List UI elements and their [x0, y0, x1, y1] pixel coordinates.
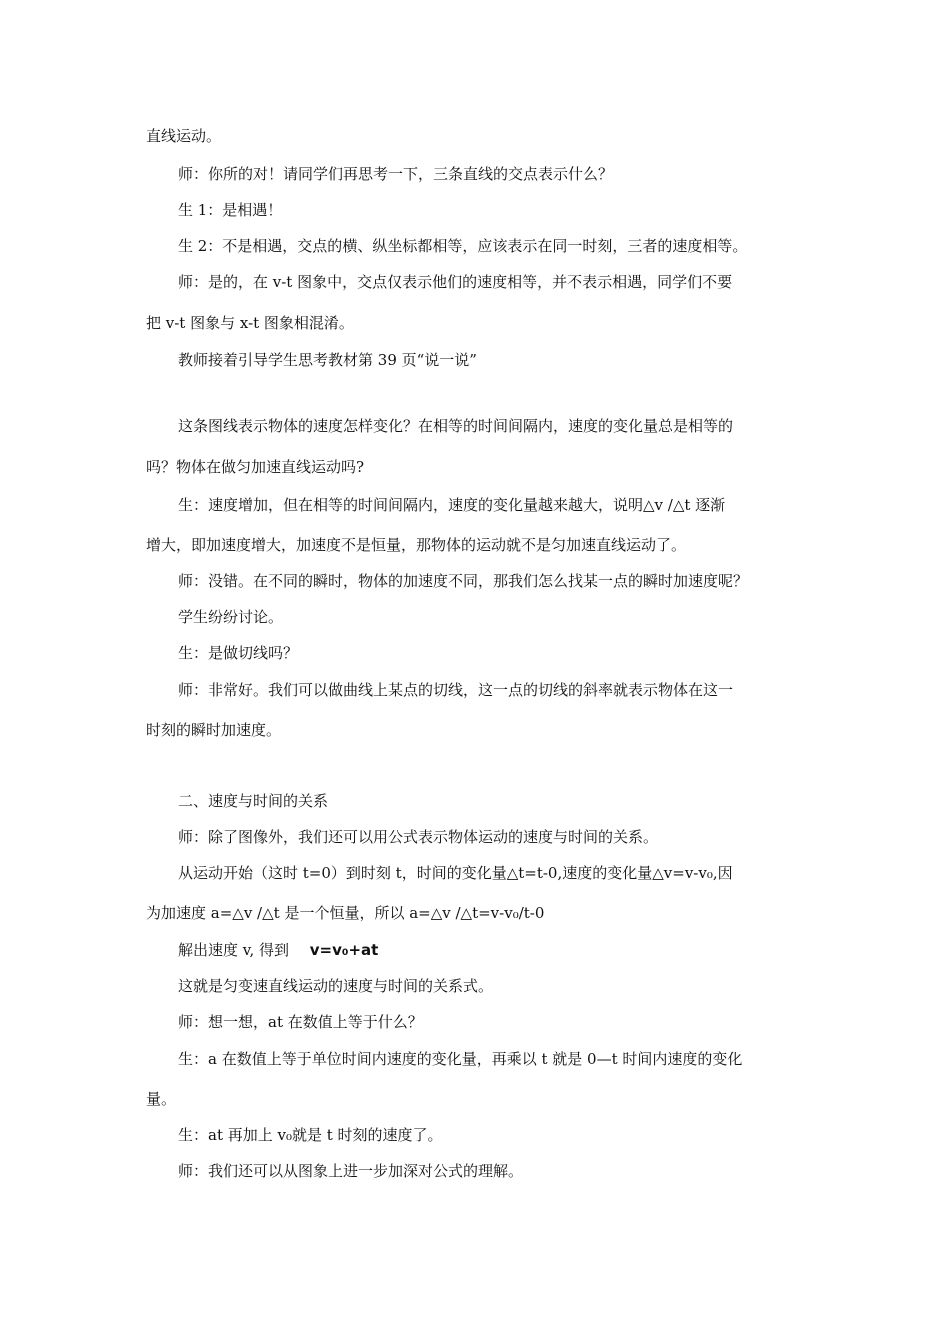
text-line: 师：非常好。我们可以做曲线上某点的切线，这一点的切线的斜率就表示物体在这一 — [178, 681, 734, 699]
text-line: 师：是的，在 v-t 图象中，交点仅表示他们的速度相等，并不表示相遇，同学们不要 — [178, 273, 733, 291]
text-line: 时刻的瞬时加速度。 — [146, 721, 282, 739]
text-line: 师：我们还可以从图象上进一步加深对公式的理解。 — [178, 1162, 524, 1180]
text-line: 直线运动。 — [146, 127, 222, 145]
text-line: 这条图线表示物体的速度怎样变化？在相等的时间间隔内，速度的变化量总是相等的 — [178, 417, 734, 435]
text-line: 这就是匀变速直线运动的速度与时间的关系式。 — [178, 977, 494, 995]
text-line: 生 1：是相遇！ — [178, 201, 283, 219]
text-line: 师：想一想，at 在数值上等于什么？ — [178, 1013, 423, 1031]
text-line: 量。 — [146, 1090, 177, 1108]
text-line: 生：at 再加上 v₀就是 t 时刻的速度了。 — [178, 1126, 443, 1144]
text-line: 生：速度增加，但在相等的时间间隔内，速度的变化量越来越大，说明△v /△t 逐渐 — [178, 496, 726, 514]
text-line: 生 2：不是相遇，交点的横、纵坐标都相等，应该表示在同一时刻，三者的速度相等。 — [178, 237, 748, 255]
text-line: 师：你所的对！请同学们再思考一下，三条直线的交点表示什么？ — [178, 165, 614, 183]
text-line: 为加速度 a=△v /△t 是一个恒量，所以 a=△v /△t=v-v₀/t-0 — [146, 904, 545, 922]
text-line: 从运动开始（这时 t=0）到时刻 t，时间的变化量△t=t-0,速度的变化量△v=v-v₀,因 — [178, 864, 733, 882]
text-line: 教师接着引导学生思考教材第 39 页“说一说” — [178, 351, 477, 369]
text-line: 师：除了图像外，我们还可以用公式表示物体运动的速度与时间的关系。 — [178, 828, 659, 846]
text-line: 生：是做切线吗？ — [178, 644, 299, 662]
formula: v=v₀+at — [309, 941, 379, 959]
text-line: 师：没错。在不同的瞬时，物体的加速度不同，那我们怎么找某一点的瞬时加速度呢？ — [178, 572, 749, 590]
text-line: 把 v-t 图象与 x-t 图象相混淆。 — [146, 314, 354, 332]
section-heading: 二、速度与时间的关系 — [178, 792, 329, 810]
text-line: 增大，即加速度增大，加速度不是恒量，那物体的运动就不是匀加速直线运动了。 — [146, 536, 687, 554]
text-line: 吗？物体在做匀加速直线运动吗? — [146, 458, 365, 476]
text-line: 学生纷纷讨论。 — [178, 608, 284, 626]
text-line: 生：a 在数值上等于单位时间内速度的变化量，再乘以 t 就是 0—t 时间内速度的变化 — [178, 1050, 743, 1068]
formula-line — [0, 940, 950, 960]
formula-intro: 解出速度 v, 得到 — [178, 941, 289, 959]
